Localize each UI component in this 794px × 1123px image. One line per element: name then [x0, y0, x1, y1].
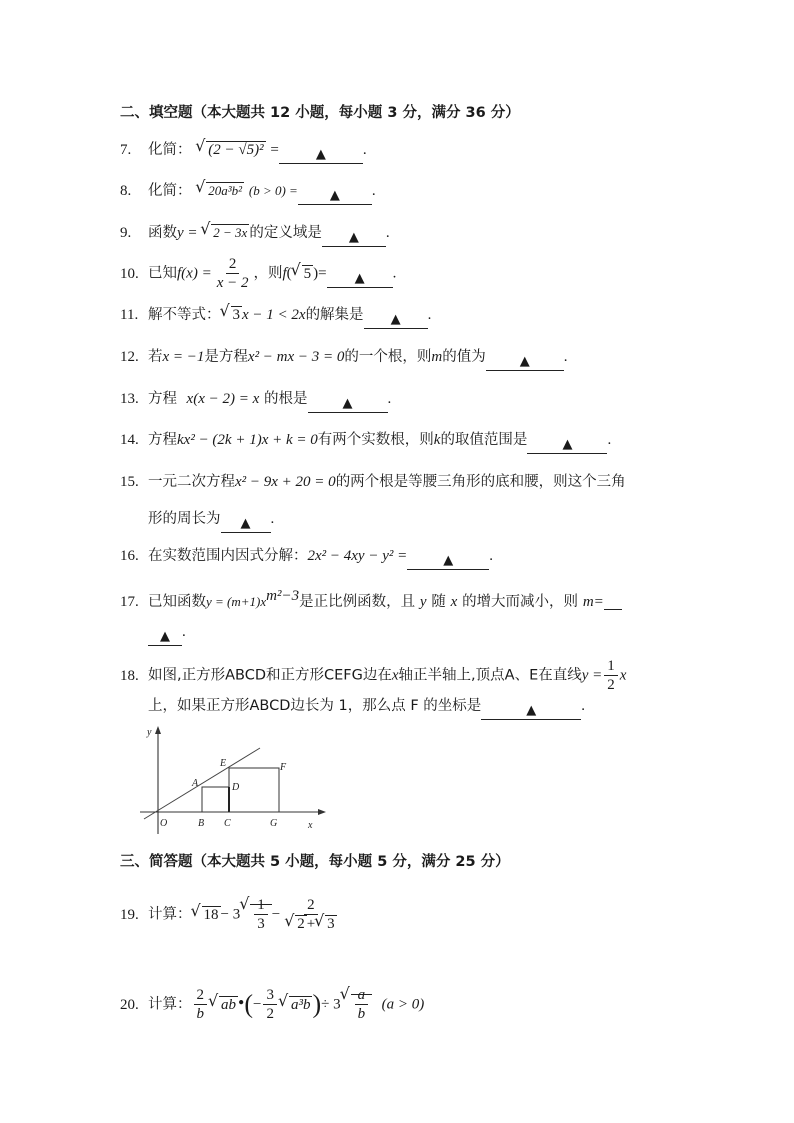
- q19-f2-num: 2: [304, 896, 318, 915]
- q13-equation: x(x − 2) = x: [186, 391, 260, 407]
- triangle-marker: ▲: [342, 396, 353, 411]
- q12-prefix: 若: [148, 349, 163, 365]
- q18-line2: 上，如果正方形ABCD边长为 1，那么点 F 的坐标是: [148, 698, 482, 714]
- q18-line-x: x: [619, 667, 627, 684]
- q17-function: y = (m+1)x: [206, 594, 267, 609]
- q15-prefix: 一元二次方程: [148, 474, 235, 490]
- triangle-marker: ▲: [354, 270, 365, 286]
- q19-radical-2: [285, 915, 307, 933]
- q20-fraction-3: [355, 986, 369, 1023]
- q19-radical-fraction: [240, 896, 272, 933]
- q20-divide-3: ÷ 3: [321, 996, 341, 1013]
- q13-number: 13.: [120, 391, 139, 407]
- q18-line: y =: [581, 667, 603, 684]
- q13-prefix: 方程: [148, 391, 177, 407]
- triangle-marker: ▲: [562, 437, 573, 452]
- triangle-marker: ▲: [329, 188, 340, 203]
- q14-prefix: 方程: [148, 432, 177, 448]
- q18-answer-blank[interactable]: [481, 701, 581, 720]
- label-b: B: [198, 818, 205, 829]
- q19-minus: −: [271, 906, 281, 923]
- label-a: A: [192, 778, 199, 789]
- q20-radical-fraction: [341, 986, 373, 1023]
- q20-f1-den: b: [196, 1006, 204, 1022]
- q17-answer-blank[interactable]: [148, 627, 182, 646]
- q20-f1-num: 2: [194, 986, 208, 1005]
- q20-condition: (a > 0): [381, 996, 425, 1013]
- question-10: 10. 已知f(x) = $\frac{2}{x - 2}$ ，则f(√ 5 )= ▲ .: [120, 255, 396, 292]
- q18-text2: 轴正半轴上,顶点A、E在直线: [398, 667, 582, 684]
- q14-k: k: [433, 432, 441, 448]
- q12-x-value: x = −1: [162, 349, 205, 365]
- q8-prefix: 化简：: [148, 183, 192, 199]
- q10-radical: [292, 262, 314, 285]
- q17-prefix: 已知函数: [148, 594, 206, 610]
- q8-condition: (b > 0) =: [248, 183, 298, 198]
- q10-number: 10.: [120, 265, 139, 282]
- q13-answer-blank[interactable]: [308, 394, 388, 413]
- triangle-marker: ▲: [526, 703, 537, 718]
- question-18-continued: 上，如果正方形ABCD边长为 1，那么点 F 的坐标是 ▲ .: [148, 698, 586, 718]
- q9-radical: [201, 221, 249, 244]
- question-12: 12. 若x = −1是方程x² − mx − 3 = 0的一个根，则m的值为 ▲ .: [120, 345, 568, 371]
- section-2-title: 二、填空题（本大题共 12 小题，每小题 3 分，满分 36 分）: [120, 105, 520, 121]
- q9-number: 9.: [120, 225, 132, 241]
- q19-radical-18: [192, 903, 221, 926]
- q9-suffix: 的定义域是: [249, 225, 322, 241]
- question-16: 16. 在实数范围内因式分解：2x² − 4xy − y² = ▲ .: [120, 544, 493, 570]
- question-8: 8. 化简： √ 20a³b² (b > 0) = ▲ .: [120, 179, 376, 205]
- label-f: F: [280, 762, 287, 773]
- q14-suffix: 的取值范围是: [440, 432, 528, 448]
- q12-equation: x² − mx − 3 = 0: [247, 349, 345, 365]
- q14-number: 14.: [120, 432, 139, 448]
- q11-suffix: 的解集是: [305, 307, 364, 323]
- q11-radicand: 3: [232, 307, 240, 323]
- q19-fraction-1: [254, 896, 268, 933]
- q7-equals: =: [270, 142, 279, 158]
- q17-mid3: 的增大而减小，则: [462, 594, 579, 610]
- square-abcd: [202, 787, 229, 812]
- q19-plus: +: [306, 916, 316, 932]
- q13-suffix: 的根是: [264, 391, 308, 407]
- triangle-marker: ▲: [443, 553, 454, 568]
- question-9: 9. 函数y = √ 2 − 3x 的定义域是 ▲ .: [120, 221, 390, 247]
- q20-f2-den: 2: [266, 1006, 274, 1022]
- q19-number: 19.: [120, 906, 139, 923]
- q8-number: 8.: [120, 183, 132, 199]
- q16-answer-blank[interactable]: [407, 551, 489, 570]
- y-axis-arrow: [155, 726, 161, 734]
- q10-mid: ，则: [253, 265, 283, 282]
- q16-prefix: 在实数范围内因式分解：: [148, 548, 308, 564]
- q7-number: 7.: [120, 142, 132, 158]
- q15-line2: 形的周长为: [148, 511, 221, 527]
- label-d: D: [232, 782, 240, 793]
- q20-radical-a3b: [279, 993, 313, 1016]
- q9-function: y =: [177, 225, 202, 241]
- q7-radical: [196, 138, 265, 161]
- q7-prefix: 化简：: [148, 142, 192, 158]
- q20-f3-num: √ a: [355, 986, 369, 1005]
- q7-radicand: (2 − √5)²: [208, 142, 264, 158]
- q19-radicand-3: 3: [327, 916, 335, 932]
- q9-prefix: 函数: [148, 225, 177, 241]
- q20-radicand-a3b: a³b: [290, 996, 311, 1013]
- q12-mid: 是方程: [204, 349, 248, 365]
- q19-f1-den: 3: [257, 916, 265, 932]
- question-17: [120, 585, 622, 613]
- q10-prefix: 已知: [148, 265, 177, 282]
- q20-negative: −: [252, 996, 262, 1013]
- q9-radicand: 2 − 3x: [213, 225, 248, 240]
- q18-text1: 如图,正方形ABCD和正方形CEFG边在: [148, 667, 392, 684]
- q14-mid: 有两个实数根，则: [317, 432, 434, 448]
- q10-equals: =: [318, 265, 327, 282]
- q11-inequality: x − 1 < 2x: [242, 307, 306, 323]
- q15-equation: x² − 9x + 20 = 0: [235, 474, 336, 490]
- q20-number: 20.: [120, 996, 139, 1013]
- triangle-marker: ▲: [315, 147, 326, 162]
- q17-mid2: 随: [431, 594, 446, 610]
- q20-f3-den: b: [357, 1006, 366, 1022]
- triangle-marker: ▲: [348, 230, 359, 245]
- q20-f2-num: 3: [263, 986, 277, 1005]
- q11-radical: [221, 303, 243, 326]
- q12-m: m: [431, 349, 443, 365]
- q20-prefix: 计算：: [148, 996, 192, 1013]
- q8-answer-blank[interactable]: [298, 186, 372, 205]
- q12-suffix: 的值为: [442, 349, 486, 365]
- question-20: 20. 计算： $\frac{2}{b}$ √ ab •(− $\frac{3}{2}$ √ a³b)÷ 3 √ $\frac{a}{b}$ (a > 0): [120, 986, 424, 1023]
- q10-fraction-denominator: x − 2: [216, 275, 249, 291]
- q20-dot: •: [238, 992, 245, 1013]
- q10-f: f: [282, 265, 287, 282]
- label-y: y: [147, 727, 152, 738]
- label-x: x: [308, 820, 313, 831]
- q19-minus-3: − 3: [220, 906, 241, 923]
- triangle-marker: ▲: [240, 516, 251, 531]
- q17-m-equals: m=: [582, 594, 604, 610]
- triangle-marker: ▲: [390, 312, 401, 327]
- q14-answer-blank[interactable]: [527, 435, 607, 454]
- q8-radical: [196, 179, 244, 202]
- question-18: [120, 657, 626, 694]
- label-e: E: [220, 758, 227, 769]
- q19-radicand-18: 18: [203, 906, 219, 923]
- q18-fraction: [604, 657, 618, 694]
- q17-mid: 是正比例函数，且: [299, 594, 416, 610]
- square-figure: [140, 724, 330, 836]
- q10-answer-blank[interactable]: [327, 269, 393, 288]
- q15-number: 15.: [120, 474, 139, 490]
- question-7: 7. 化简： √ (2 − √5)² = ▲ .: [120, 138, 367, 164]
- q17-exponent: m²−3: [266, 588, 300, 604]
- q12-mid2: 的一个根，则: [344, 349, 432, 365]
- q19-radicand-2: 2: [297, 916, 305, 932]
- triangle-marker: ▲: [519, 354, 530, 369]
- q16-expression: 2x² − 4xy − y² =: [307, 548, 408, 564]
- q7-answer-blank[interactable]: [279, 145, 363, 164]
- q18-fraction-numerator: 1: [604, 657, 618, 676]
- q10-fx: f(x) =: [177, 265, 212, 282]
- section-3-title: 三、简答题（本大题共 5 小题，每小题 5 分，满分 25 分）: [120, 854, 510, 870]
- q12-answer-blank[interactable]: [486, 352, 564, 371]
- question-13: 13. 方程 x(x − 2) = x 的根是 ▲ .: [120, 387, 391, 413]
- x-axis-arrow: [318, 809, 326, 815]
- q11-answer-blank[interactable]: [364, 310, 428, 329]
- q20-fraction-2: [263, 986, 277, 1023]
- q19-prefix: 计算：: [148, 906, 192, 923]
- q8-radicand: 20a³b²: [208, 183, 243, 198]
- q19-f1-num: √ 1: [254, 896, 268, 915]
- label-o: O: [160, 818, 168, 829]
- question-14: 14. 方程kx² − (2k + 1)x + k = 0有两个实数根，则k的取值范围是 ▲ .: [120, 428, 611, 454]
- q16-number: 16.: [120, 548, 139, 564]
- q12-number: 12.: [120, 349, 139, 365]
- q20-radicand-ab: ab: [221, 996, 236, 1013]
- q17-answer-blank-start[interactable]: [604, 591, 622, 610]
- q18-x: x: [391, 667, 399, 684]
- question-17-continued: ▲ .: [148, 620, 186, 646]
- q10-fraction: [214, 255, 252, 292]
- label-c: C: [224, 818, 231, 829]
- q15-answer-blank[interactable]: [221, 514, 271, 533]
- question-15-continued: 形的周长为 ▲ .: [148, 511, 275, 531]
- q18-fraction-denominator: 2: [607, 677, 615, 693]
- q9-answer-blank[interactable]: [322, 228, 386, 247]
- q10-radicand: 5: [303, 265, 312, 282]
- q18-number: 18.: [120, 667, 139, 684]
- triangle-marker: ▲: [160, 629, 170, 644]
- q17-x: x: [450, 594, 458, 610]
- q14-equation: kx² − (2k + 1)x + k = 0: [177, 432, 318, 448]
- question-15: [120, 470, 626, 493]
- q10-fraction-numerator: 2: [226, 255, 240, 274]
- q11-prefix: 解不等式：: [148, 307, 221, 323]
- q19-radical-3: [315, 915, 337, 933]
- q11-number: 11.: [120, 307, 139, 323]
- q20-fraction-1: [194, 986, 208, 1023]
- q20-radical-ab: [209, 993, 238, 1016]
- q19-fraction-2: [282, 896, 339, 933]
- q15-suffix: 的两个根是等腰三角形的底和腰，则这个三角: [335, 474, 626, 490]
- q17-number: 17.: [120, 594, 139, 610]
- question-19: [120, 896, 342, 933]
- label-g: G: [270, 818, 278, 829]
- question-11: 11. 解不等式：√ 3 x − 1 < 2x的解集是 ▲ .: [120, 303, 431, 329]
- q17-y: y: [419, 594, 427, 610]
